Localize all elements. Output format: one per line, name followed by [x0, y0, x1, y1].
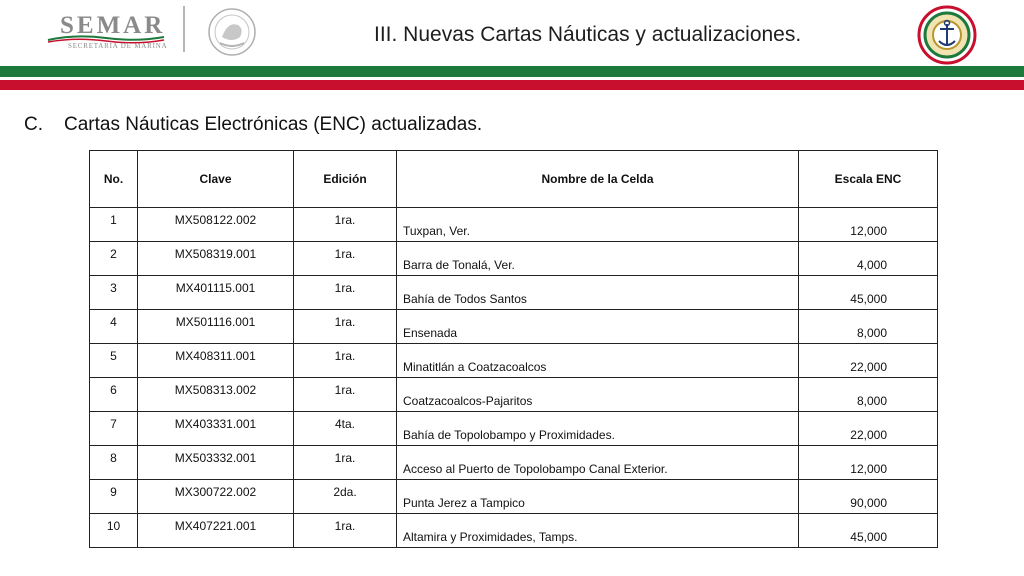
- cell-nombre: Punta Jerez a Tampico: [397, 480, 799, 514]
- table-row: [90, 276, 938, 310]
- cell-nombre: Bahía de Topolobampo y Proximidades.: [397, 412, 799, 446]
- cell-escala: 12,000: [799, 446, 938, 480]
- cell-edicion: 1ra.: [294, 514, 397, 548]
- slide-header: [0, 0, 1024, 66]
- header-band-red: [0, 80, 1024, 90]
- cell-edicion: 4ta.: [294, 412, 397, 446]
- cell-clave: MX508122.002: [138, 208, 294, 242]
- cell-nombre: Minatitlán a Coatzacoalcos: [397, 344, 799, 378]
- cell-clave: MX503332.001: [138, 446, 294, 480]
- table-row: [90, 446, 938, 480]
- cell-clave: MX501116.001: [138, 310, 294, 344]
- cell-clave: MX407221.001: [138, 514, 294, 548]
- table-row: [90, 412, 938, 446]
- cell-no: 4: [90, 310, 138, 344]
- table-row: [90, 242, 938, 276]
- slide-title: III. Nuevas Cartas Náuticas y actualizaciones.: [374, 23, 802, 46]
- header-no: No.: [90, 151, 138, 208]
- cell-nombre: Altamira y Proximidades, Tamps.: [397, 514, 799, 548]
- cell-no: 2: [90, 242, 138, 276]
- cell-edicion: 1ra.: [294, 446, 397, 480]
- cell-escala: 8,000: [799, 310, 938, 344]
- cell-nombre: Barra de Tonalá, Ver.: [397, 242, 799, 276]
- section-heading: [24, 114, 482, 136]
- cell-no: 1: [90, 208, 138, 242]
- cell-edicion: 2da.: [294, 480, 397, 514]
- table-row: [90, 344, 938, 378]
- table-row: [90, 480, 938, 514]
- header-clave: Clave: [138, 151, 294, 208]
- cell-escala: 22,000: [799, 344, 938, 378]
- cell-escala: 45,000: [799, 514, 938, 548]
- logo-word: SEMAR: [60, 12, 166, 39]
- cell-no: 3: [90, 276, 138, 310]
- cell-clave: MX401115.001: [138, 276, 294, 310]
- semar-logo: [46, 10, 170, 52]
- cell-nombre: Tuxpan, Ver.: [397, 208, 799, 242]
- cell-clave: MX300722.002: [138, 480, 294, 514]
- header-band-green: [0, 66, 1024, 77]
- cell-escala: 22,000: [799, 412, 938, 446]
- cell-clave: MX408311.001: [138, 344, 294, 378]
- header-divider: [183, 6, 185, 52]
- table-row: [90, 208, 938, 242]
- mexico-coat-of-arms-icon: [200, 5, 264, 57]
- table-row: [90, 310, 938, 344]
- enc-table: [89, 150, 938, 548]
- cell-edicion: 1ra.: [294, 276, 397, 310]
- cell-edicion: 1ra.: [294, 378, 397, 412]
- cell-no: 6: [90, 378, 138, 412]
- logo-subtitle: SECRETARÍA DE MARINA: [68, 42, 168, 50]
- table-row: [90, 514, 938, 548]
- cell-clave: MX403331.001: [138, 412, 294, 446]
- cell-no: 9: [90, 480, 138, 514]
- cell-no: 8: [90, 446, 138, 480]
- armada-seal-icon: [914, 5, 980, 65]
- cell-no: 7: [90, 412, 138, 446]
- cell-escala: 45,000: [799, 276, 938, 310]
- cell-escala: 8,000: [799, 378, 938, 412]
- cell-nombre: Bahía de Todos Santos: [397, 276, 799, 310]
- cell-escala: 4,000: [799, 242, 938, 276]
- cell-no: 10: [90, 514, 138, 548]
- header-edicion: Edición: [294, 151, 397, 208]
- cell-nombre: Acceso al Puerto de Topolobampo Canal Exterior.: [397, 446, 799, 480]
- cell-edicion: 1ra.: [294, 208, 397, 242]
- cell-clave: MX508313.002: [138, 378, 294, 412]
- cell-no: 5: [90, 344, 138, 378]
- section-title: Cartas Náuticas Electrónicas (ENC) actualizadas.: [64, 114, 483, 135]
- cell-clave: MX508319.001: [138, 242, 294, 276]
- header-escala: Escala ENC: [799, 151, 938, 208]
- cell-edicion: 1ra.: [294, 310, 397, 344]
- cell-escala: 12,000: [799, 208, 938, 242]
- cell-escala: 90,000: [799, 480, 938, 514]
- cell-edicion: 1ra.: [294, 344, 397, 378]
- table-header-row: [90, 151, 938, 208]
- table-row: [90, 378, 938, 412]
- cell-edicion: 1ra.: [294, 242, 397, 276]
- header-nombre: Nombre de la Celda: [397, 151, 799, 208]
- cell-nombre: Ensenada: [397, 310, 799, 344]
- cell-nombre: Coatzacoalcos-Pajaritos: [397, 378, 799, 412]
- section-letter: C.: [24, 114, 43, 135]
